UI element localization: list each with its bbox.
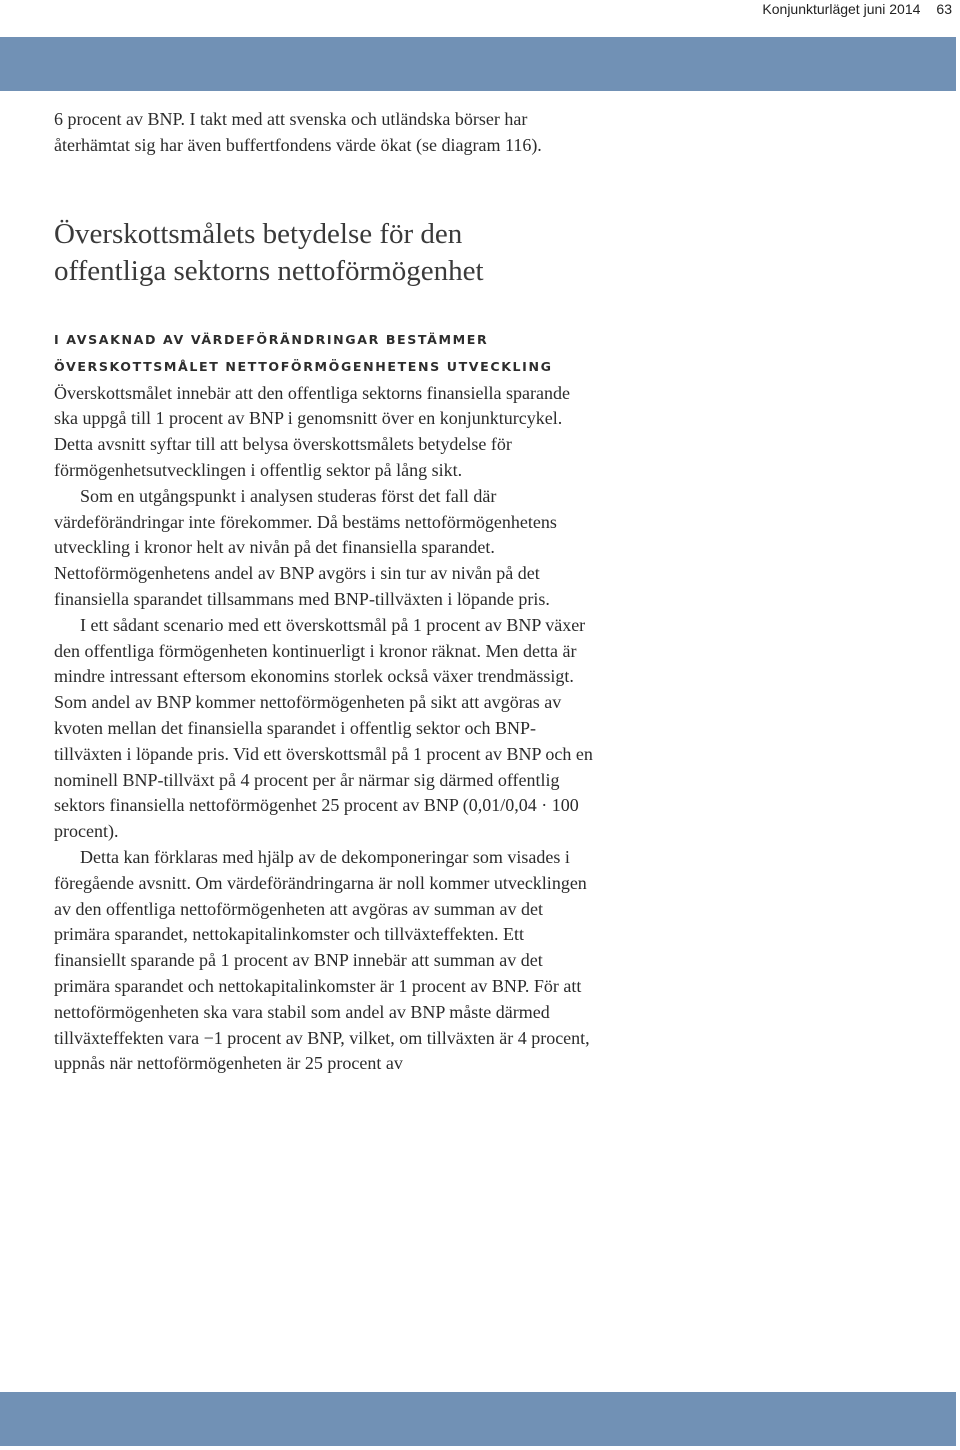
section-title-line-2: offentliga sektorns nettoförmögenhet <box>54 254 484 287</box>
body-paragraph-1: Överskottsmålet innebär att den offentliga sektorns finansiella sparande ska uppgå till 1 procent av BNP i genomsnitt över en konjunkturcykel. Detta avsnitt syftar till att belysa överskottsmålets betydelse för förmögenhetsutvecklingen i offentlig sektor på lång sikt. <box>54 382 571 480</box>
section-subheading <box>54 290 594 380</box>
section-title-line-1: Överskottsmålets betydelse för den <box>54 217 463 250</box>
publication-title: Konjunkturläget juni 2014 <box>762 1 921 17</box>
lead-paragraph: 6 procent av BNP. I takt med att svenska och utländska börser har återhämtat sig har även buffertfondens värde ökat (se diagram 116). <box>54 109 542 155</box>
section-title <box>54 159 594 290</box>
body-text <box>54 380 594 1078</box>
body-paragraph-2: Som en utgångspunkt i analysen studeras först det fall där värdeförändringar inte förekommer. Då bestäms nettoförmögenhetens utveckling i kronor helt av nivån på det finansiella sparandet. Nettoförmögenhetens andel av BNP avgörs i sin tur av nivån på det finansiella sparandet tillsammans med BNP-tillväxten i löpande pris. <box>54 485 557 609</box>
page-number: 63 <box>936 1 952 17</box>
body-paragraph-3: I ett sådant scenario med ett överskottsmål på 1 procent av BNP växer den offentliga förmögenheten kontinuerligt i kronor räknat. Men detta är mindre intressant eftersom ekonomins storlek också växer trendmässigt. Som andel av BNP kommer nettoförmögenheten på sikt att avgöras av kvoten mellan det finansiella sparandet i offentlig sektor och BNP-tillväxten i löpande pris. Vid ett överskottsmål på 1 procent av BNP och en nominell BNP-tillväxt på 4 procent per år närmar sig därmed offentlig sektors finansiella nettoförmögenhet 25 procent av BNP (0,01/0,04 · 100 procent). <box>54 614 593 842</box>
running-header <box>762 0 952 18</box>
subheading-line-1: I AVSAKNAD AV VÄRDEFÖRÄNDRINGAR BESTÄMMER <box>54 331 489 347</box>
page-content <box>54 107 594 1077</box>
body-paragraph-4: Detta kan förklaras med hjälp av de dekomponeringar som visades i föregående avsnitt. Om värdeförändringarna är noll kommer utvecklingen av den offentliga nettoförmögenheten att avgöras av summan av det primära sparandet, nettokapitalinkomster och tillväxteffekten. Ett finansiellt sparande på 1 procent av BNP innebär att summan av det primära sparandet och nettokapitalinkomster är 1 procent av BNP. För att nettoförmögenheten ska vara stabil som andel av BNP måste därmed tillväxteffekten vara −1 procent av BNP, vilket, om tillväxten är 4 procent, uppnås när nettoförmögenheten är 25 procent av <box>54 846 590 1074</box>
bottom-color-band <box>0 1392 956 1446</box>
subheading-line-2: ÖVERSKOTTSMÅLET NETTOFÖRMÖGENHETENS UTVECKLING <box>54 358 553 374</box>
top-color-band <box>0 37 956 91</box>
